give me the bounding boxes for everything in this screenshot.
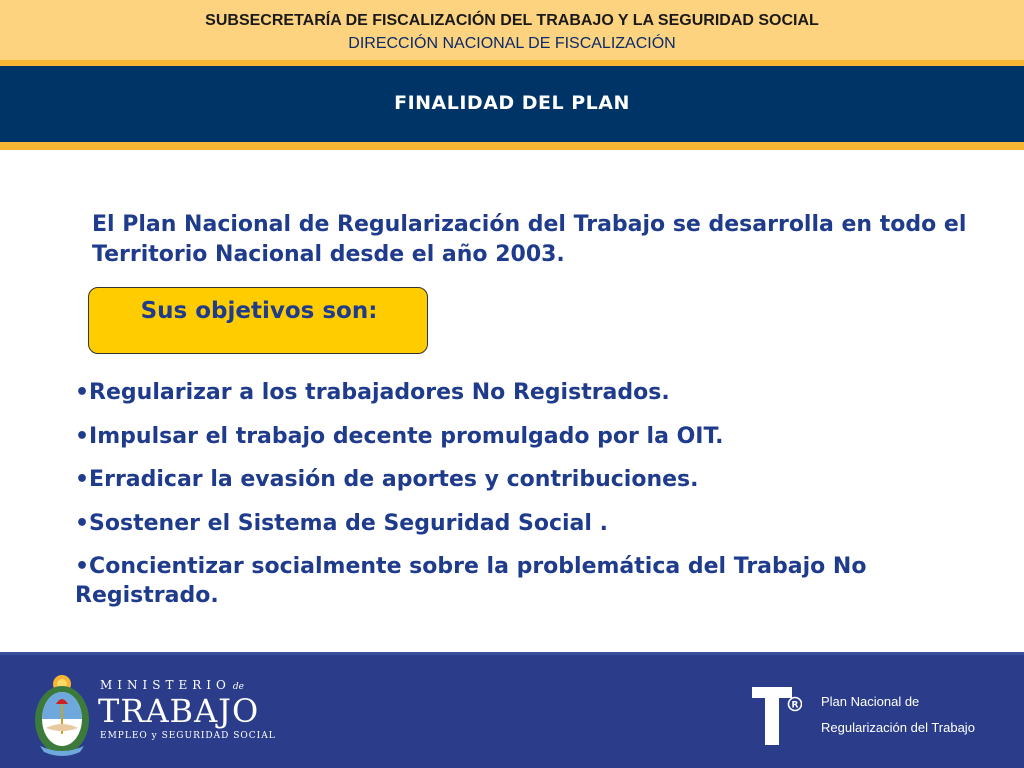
header-band <box>0 0 1024 60</box>
slide-title: FINALIDAD DEL PLAN <box>394 92 630 114</box>
objectives-label: Sus objetivos son: <box>140 298 378 324</box>
organization-subtitle: DIRECCIÓN NACIONAL DE FISCALIZACIÓN <box>348 35 676 52</box>
svg-text:R: R <box>791 700 799 711</box>
objective-item: •Regularizar a los trabajadores No Registrados. <box>75 380 670 405</box>
ministry-name: TRABAJO <box>98 692 260 730</box>
intro-text: El Plan Nacional de Regularización del Trabajo se desarrolla en todo el Territorio Nacional desde el año 2003. <box>92 212 967 267</box>
title-stripe <box>0 142 1024 150</box>
objective-item: •Sostener el Sistema de Seguridad Social . <box>75 510 608 536</box>
footer-band <box>0 652 1024 768</box>
objective-item: •Concientizar socialmente sobre la problemática del Trabajo No Registrado. <box>75 554 867 608</box>
national-coat-of-arms-icon <box>34 670 90 756</box>
ministry-subtitle: EMPLEO y SEGURIDAD SOCIAL <box>100 731 276 741</box>
footer-divider <box>0 652 1024 655</box>
objective-item: •Impulsar el trabajo decente promulgado por la OIT. <box>75 423 724 449</box>
objectives-label-box <box>88 287 428 354</box>
plan-name-line2: Regularización del Trabajo <box>821 720 975 735</box>
plan-name-line1: Plan Nacional de <box>821 694 920 709</box>
objectives-list <box>75 378 975 625</box>
ministry-label: MINISTERIO de <box>100 678 244 692</box>
objective-item: •Erradicar la evasión de aportes y contribuciones. <box>75 467 699 492</box>
plan-t-logo-icon <box>752 687 802 745</box>
organization-title: SUBSECRETARÍA DE FISCALIZACIÓN DEL TRABAJO Y LA SEGURIDAD SOCIAL <box>205 12 819 29</box>
